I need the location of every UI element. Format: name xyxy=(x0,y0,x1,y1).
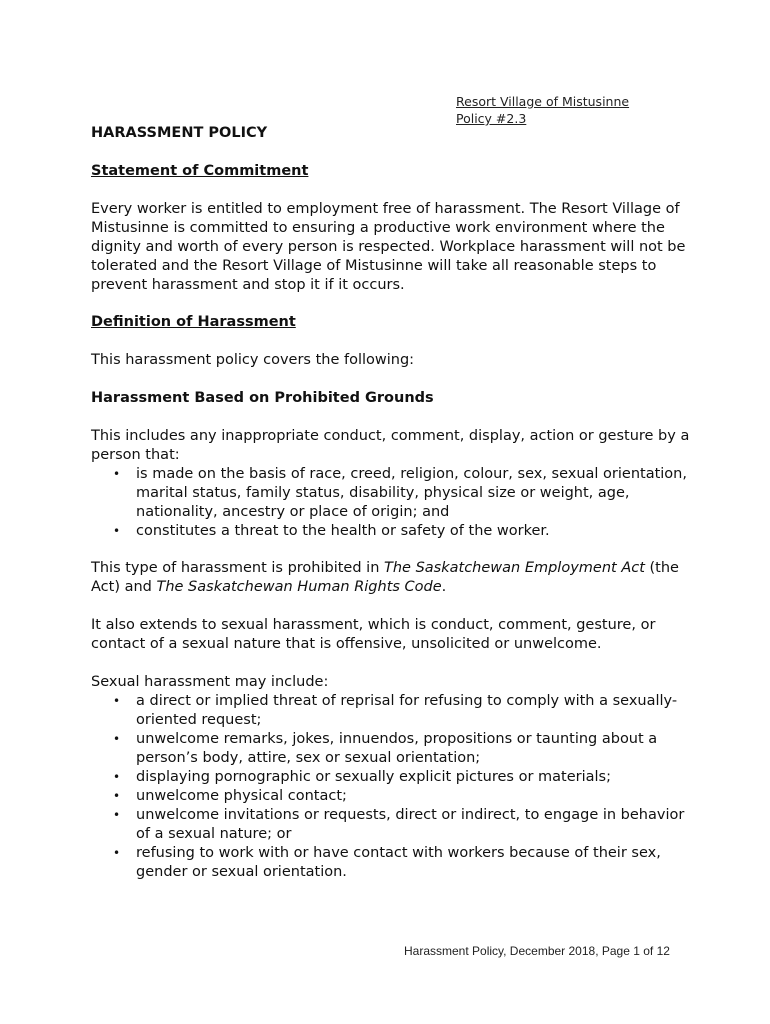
law-reference: This type of harassment is prohibited in The Saskatchewan Employment Act (the Act) and The Saskatchewan Human Rights Code. xyxy=(91,560,679,595)
sexual-intro: Sexual harassment may include: xyxy=(91,674,329,690)
list-item: • unwelcome invitations or requests, direct or indirect, to engage in behavior of a sexual nature; or xyxy=(113,807,685,842)
bullet-icon: • xyxy=(113,789,121,803)
code-title: The Saskatchewan Human Rights Code xyxy=(156,579,442,595)
statement-body: Every worker is entitled to employment free of harassment. The Resort Village of Mistusinne is committed to ensuring a productive work environment where the dignity and worth of every person is respected. Workplace harassment will not be tolerated and the Resort Village of Mistusinne will take all reasonable steps to prevent harassment and stop it if it occurs. xyxy=(91,201,686,293)
bullet-icon: • xyxy=(113,732,121,746)
prohibited-heading: Harassment Based on Prohibited Grounds xyxy=(91,390,434,406)
list-item: • constitutes a threat to the health or safety of the worker. xyxy=(113,523,550,539)
policy-number: Policy #2.3 xyxy=(456,111,527,126)
list-item: • displaying pornographic or sexually explicit pictures or materials; xyxy=(113,769,611,785)
org-name: Resort Village of Mistusinne xyxy=(456,94,630,109)
list-item: • refusing to work with or have contact with workers because of their sex, gender or sexual orientation. xyxy=(113,845,661,880)
act-title: The Saskatchewan Employment Act xyxy=(384,560,645,576)
definition-heading: Definition of Harassment xyxy=(91,314,296,330)
sexual-extends: It also extends to sexual harassment, which is conduct, comment, gesture, or contact of a sexual nature that is offensive, unsolicited or unwelcome. xyxy=(91,617,656,652)
bullet-icon: • xyxy=(113,694,121,708)
prohibited-intro: This includes any inappropriate conduct, comment, display, action or gesture by a person that: xyxy=(91,428,690,463)
definition-intro: This harassment policy covers the following: xyxy=(91,352,415,368)
sexual-list xyxy=(91,692,691,882)
bullet-icon: • xyxy=(113,846,121,860)
bullet-icon: • xyxy=(113,770,121,784)
statement-heading: Statement of Commitment xyxy=(91,163,309,179)
policy-header xyxy=(456,93,629,127)
document-body xyxy=(91,124,691,882)
document-title: HARASSMENT POLICY xyxy=(91,125,268,141)
list-item: • a direct or implied threat of reprisal for refusing to comply with a sexually-oriented request; xyxy=(113,693,678,728)
bullet-icon: • xyxy=(113,808,121,822)
bullet-icon: • xyxy=(113,467,121,481)
list-item: • unwelcome remarks, jokes, innuendos, propositions or taunting about a person’s body, attire, sex or sexual orientation; xyxy=(113,731,658,766)
list-item: • unwelcome physical contact; xyxy=(113,788,347,804)
bullet-icon: • xyxy=(113,524,121,538)
page-footer: Harassment Policy, December 2018, Page 1 of 12 xyxy=(404,944,670,958)
list-item: • is made on the basis of race, creed, religion, colour, sex, sexual orientation, marital status, family status, disability, physical size or weight, age, nationality, ancestry or place of origin; and xyxy=(113,466,687,520)
prohibited-list xyxy=(91,465,691,541)
